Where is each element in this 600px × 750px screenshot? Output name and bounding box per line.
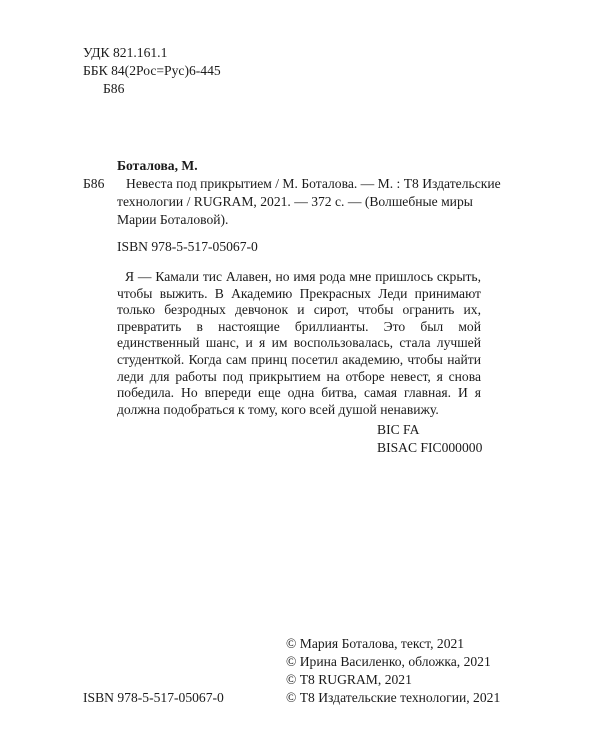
catalog-author-mark: Б86 bbox=[83, 176, 105, 191]
catalog-entry-line-3: Марии Боталовой). bbox=[117, 212, 229, 227]
copyright-line: © Ирина Василенко, обложка, 2021 bbox=[286, 654, 491, 669]
bic-code: BIC FA bbox=[377, 422, 420, 437]
copyright-line: © Т8 RUGRAM, 2021 bbox=[286, 672, 412, 687]
author-heading: Боталова, М. bbox=[117, 158, 198, 173]
annotation-text: Я — Камали тис Алавен, но имя рода мне пришлось скрыть, чтобы выжить. В Академию Прекрасных Леди принимают только безродных девчонок и сирот, чтобы огранить их, превратить в настоящие бриллианты. Это был мой единственный шанс, и я им воспользовалась, стала лучшей студенткой. Когда сам принц посетил академию, чтобы найти леди для работы под прикрытием на отборе невест, я снова победила. Но впереди еще одна битва, самая главная. И я должна подобраться к тому, кого всей душой ненавижу. bbox=[117, 269, 481, 417]
copyright-line: © Т8 Издательские технологии, 2021 bbox=[286, 690, 501, 705]
copyright-block bbox=[286, 636, 500, 706]
copyright-line: © Мария Боталова, текст, 2021 bbox=[286, 636, 465, 651]
bbk-code: ББК 84(2Рос=Рус)6-445 bbox=[83, 63, 221, 78]
bisac-code: BISAC FIC000000 bbox=[377, 440, 483, 455]
annotation bbox=[117, 269, 481, 418]
author-mark: Б86 bbox=[103, 81, 125, 96]
catalog-entry-line-1: Невеста под прикрытием / М. Боталова. — М. : Т8 Издательские bbox=[126, 176, 501, 191]
udk-code: УДК 821.161.1 bbox=[83, 45, 168, 60]
catalog-isbn: ISBN 978-5-517-05067-0 bbox=[117, 239, 258, 254]
catalog-entry-line-2: технологии / RUGRAM, 2021. — 372 с. — (Волшебные миры bbox=[117, 194, 473, 209]
footer-isbn: ISBN 978-5-517-05067-0 bbox=[83, 690, 224, 705]
